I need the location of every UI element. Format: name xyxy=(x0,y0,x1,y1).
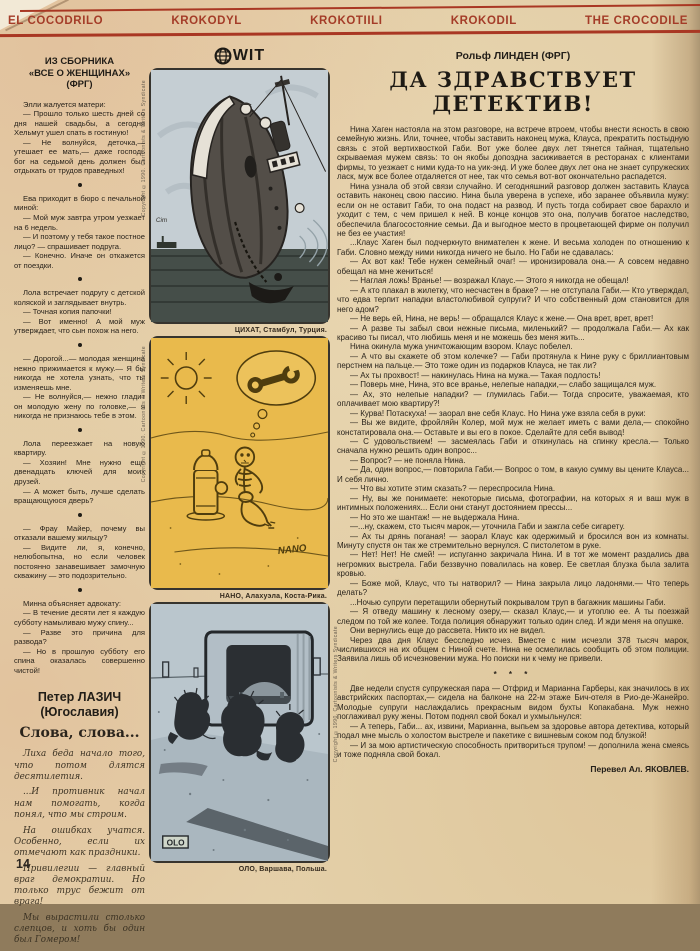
joke-paragraph: — Видите ли, я, конечно, нелюбопытна, но если человек постоянно занавешивает замочную скважину — это подозрительно. xyxy=(14,542,145,581)
article-paragraph: — Вопрос? — не поняла Нина. xyxy=(350,455,466,465)
joke-paragraph: — Разве это причина для развода? xyxy=(14,627,145,647)
joke xyxy=(14,100,145,176)
copyright-vertical: Copyright ©1990. Cartoonists & Writers Syndicate xyxy=(141,80,147,217)
aphorisms-title: Слова, слова... xyxy=(19,725,140,742)
article-paragraph: — А что вы скажете об этом колечке? — Габи протянула к Нине руку с бриллиантовым перстнем на пальце.— Это тоже один из подарков Клауса, не так ли? xyxy=(337,351,689,371)
joke-paragraph: — Вот именно! А мой муж утверждает, что сын похож на него. xyxy=(14,316,145,336)
masthead-title: KROKOTIILI xyxy=(310,15,383,27)
article-paragraph: — Наглая ложь! Вранье! — возражал Клаус.— Этого я никогда не обещал! xyxy=(350,276,629,286)
article-paragraph: —...ну, скажем, сто тысяч марок,— уточнила Габи и зажгла себе сигарету. xyxy=(350,522,625,532)
article-paragraph: — Курва! Потаскуха! — заорал вне себя Клаус. Но Нина уже взяла себя в руки: xyxy=(350,408,646,418)
article-paragraph: ...Клаус Хаген был подчеркнуто внимателен к жене. И весьма холоден по отношению к Габи. Словно между ними никогда ничего не было. Но Габи не сдавалась: xyxy=(337,238,689,257)
joke-paragraph: — Конечно. Иначе он откажется от поездки. xyxy=(14,251,145,270)
article-paragraph: — Ах ты дрянь поганая! — заорал Клаус как одержимый и бросился вон из комнаты. Минуту спустя он так же стремительно вернулся. С пистолетом в руке. xyxy=(337,531,689,550)
article-paragraph: — Ах вот как! Тебе нужен семейный очаг! — иронизировала она.— А совсем недавно обещал на мне жениться! xyxy=(337,257,689,276)
article-column xyxy=(337,50,689,774)
separator-dot xyxy=(78,277,82,281)
section-separator: * * * xyxy=(493,669,533,679)
article-paragraph: — Я отведу машину к лесному озеру,— сказал Клаус,— и утоплю ее. А ты поезжай следом по той же колее. Тогда полиция обнаружит только один след. И жди меня на опушке. xyxy=(337,607,689,626)
joke-paragraph: — В течение десяти лет я каждую субботу намыливаю мужу спину... xyxy=(14,608,145,628)
jokes-column xyxy=(14,56,145,951)
separator-dot xyxy=(78,513,82,517)
joke-paragraph: Ева приходит в бюро с печальной миной: xyxy=(14,193,145,213)
article-paragraph: — А теперь, Габи... ах, извини, Марианна, выпьем за здоровье автора детектива, который подал мне мысль о холостом выстреле и пакетике с вишневым соком под блузкой! xyxy=(337,721,689,741)
globe-icon xyxy=(214,47,232,65)
masthead-title: THE CROCODILE xyxy=(585,15,688,27)
masthead-title: EL COCODRILO xyxy=(8,15,104,27)
masthead-titles xyxy=(0,9,700,32)
joke xyxy=(14,599,145,675)
cartoon-ship-drawing xyxy=(151,70,328,322)
cartoon-ship xyxy=(149,68,330,324)
aphorisms-author-country: (Югославия) xyxy=(40,704,119,719)
joke-paragraph: — И поэтому у тебя такое постное лицо? — спрашивает подруга. xyxy=(14,232,145,251)
article-paragraph: — Вы же видите, фройляйн Колер, мой муж не желает иметь с вами дела,— спокойно констатировала она.— Оставьте и вы его в покое. Сделайте для себя вывод! xyxy=(337,418,689,437)
aphorism: Привилегии — главный враг демократии. Но только трус бежит от врага! xyxy=(14,863,145,908)
translator-credit: Перевел Ал. ЯКОВЛЕВ. xyxy=(590,764,689,775)
aphorism: Лиха беда начало того, что потом длятся десятилетия. xyxy=(14,749,145,782)
joke-paragraph: — Фрау Майер, почему вы отказали вашему жильцу? xyxy=(14,523,145,543)
article-paragraph: — И за мою артистическую способность притвориться трупом! — дополнила жена смеясь и тоже подняла свой бокал. xyxy=(337,740,689,760)
article-paragraph: — Ах, это нелепые нападки? — глумилась Габи.— Тогда спросите, уважаемая, кто оплачивает мою квартиру?! xyxy=(337,389,689,409)
joke-paragraph: Лола встречает подругу с детской коляской и заглядывает внутрь. xyxy=(14,288,145,307)
aphorisms-author-name: Петер ЛАЗИЧ xyxy=(37,690,122,705)
cartoon-signature: NANO xyxy=(277,542,308,558)
article-title-line: ДА ЗДРАВСТВУЕТ xyxy=(389,67,637,92)
cartoon-cavemen xyxy=(149,602,330,863)
article-title-line: ДЕТЕКТИВ! xyxy=(432,90,594,116)
cartoons-column xyxy=(141,46,339,875)
article-paragraph: Нина Хаген настояла на этом разговоре, на встрече втроем, чтобы внести ясность в свою семейную жизнь. Или, точнее, чтобы заставить наконец мужа, Клауса, прекратить постыдную связь с этой вертихвосткой Габи. Вот уже более двух лет тянется тайная, тщательно скрываемая мужем связь: то он якобы допоздна засиживается в ресторанах с клиентами фирмы, то уезжает с ними куда-то на уик-энд. И уже более двух лет она не знает супружеских ласк, муж все более отдаляется от нее, так что семья вот-вот окончательно распадется. xyxy=(337,125,689,182)
masthead xyxy=(0,7,700,35)
joke-paragraph: — Мой муж завтра утром уезжает на 6 недель. xyxy=(14,212,145,232)
collection-title-line: «ВСЕ О ЖЕНЩИНАХ» xyxy=(28,67,131,79)
cartoon-caption: ОЛО, Варшава, Польша. xyxy=(238,866,327,873)
article-paragraph: Через два дня Клаус бесследно исчез. Вместе с ним исчезли 378 тысяч марок, числившихся на их общем с Ниной счете. Нина не осмелилась сообщить об этом полиции. Заявила лишь об исчезновении мужа. Но поиски ни к чему не привели. xyxy=(337,635,689,664)
joke-paragraph: Лола переезжает на новую квартиру. xyxy=(14,438,145,458)
article-body xyxy=(337,125,689,774)
article-paragraph: Две недели спустя супружеская пара — Отфрид и Марианна Гарберы, как значилось в их австрийских паспортах,— сидела на балконе на 22-м этаже Бич-отеля в Рио-де-Жанейро. Молодые супруги наслаждались прекрасным видом бухты Копакабана. Муж нежно поглаживал руку жены. Потом поднял свой бокал и ухмыльнулся: xyxy=(337,683,689,722)
copyright-vertical: Copyright ©1990. Cartoonists & Writers Syndicate xyxy=(141,346,147,483)
article-paragraph: — Да, один вопрос,— повторила Габи.— Вопрос о том, в какую сумму вы цените Клауса... И себя лично. xyxy=(337,465,689,484)
owit-logo xyxy=(149,46,330,65)
cartoon-cavemen-drawing xyxy=(151,604,328,861)
article-title xyxy=(337,68,689,115)
article-paragraph: ...Ночью супруги перетащили обернутый покрывалом труп в багажник машины Габи. xyxy=(350,597,666,607)
cartoon-caption: ЦИХАТ, Стамбул, Турция. xyxy=(234,327,327,334)
joke xyxy=(14,354,145,421)
separator-dot xyxy=(78,428,82,432)
article-paragraph: Нина узнала об этой связи случайно. И сегодняшний разговор должен заставить Клауса оставить наконец свою пассию. Нина была уверена в успехе, ибо заранее объявила мужу: если он не оставит Габи, то она подаст на развод. И пусть тогда собирает свое барахло и уходит с тем, с чем пришел к ней. В конце концов это она, получив богатое наследство, обеспечила благосостояние семьи. Да и выгодное место в процветающей фирме он получил не без ее участия! xyxy=(337,181,689,239)
separator-dot xyxy=(78,588,82,592)
article-paragraph: — А кто плакал в жилетку, что несчастен в браке? — не отступала Габи.— Кто утверждал, что едва терпит нападки властолюбивой супруги? И что собственный дом становится для него адом? xyxy=(337,285,689,314)
aphorism: ...И противник начал нам помогать, когда понял, что мы строим. xyxy=(14,787,145,820)
joke-paragraph: — А может быть, лучше сделать вращающуюся дверь? xyxy=(14,486,145,506)
article-paragraph: — Не верь ей, Нина, не верь! — обращался Клаус к жене.— Она врет, врет, врет! xyxy=(350,314,654,324)
article-paragraph: — Ах ты прохвост! — накинулась Нина на мужа.— Такая подлость! xyxy=(350,370,601,380)
cartoon-caption: НАНО, Алахуэла, Коста-Рика. xyxy=(219,593,327,600)
article-paragraph: — Поверь мне, Нина, это все вранье, нелепые нападки,— слабо защищался муж. xyxy=(350,380,657,390)
article-paragraph: Они вернулись еще до рассвета. Никто их не видел. xyxy=(350,626,546,636)
joke-paragraph: — Хозяин! Мне нужно еще двенадцать ключей для моих друзей. xyxy=(14,457,145,486)
cartoon-signature: Cim xyxy=(155,216,168,225)
page-number: 14 xyxy=(16,857,30,871)
article-paragraph: — Что вы хотите этим сказать? — переспросила Нина. xyxy=(350,484,556,494)
article-paragraph: — С удовольствием! — засмеялась Габи и откинулась на спинку кресла.— Только сначала нужно решить один вопрос... xyxy=(337,436,689,456)
collection-title-line: (ФРГ) xyxy=(66,79,93,90)
aphorism: Мы вырастили столько слепцов, и хоть бы один был Гомером! xyxy=(14,912,145,946)
aphorisms-author xyxy=(14,690,145,719)
separator-dot xyxy=(78,183,82,187)
joke-paragraph: — Прошло только шесть дней со дня нашей свадьбы, а сегодня Хельмут ушел спать в гостиную! xyxy=(14,109,145,138)
article-paragraph: — Ну, вы же понимаете: некоторые письма, фотографии, на которых я и ваш муж в интимных положениях... Если они станут достоянием прессы... xyxy=(337,493,689,513)
joke xyxy=(14,194,145,270)
joke-paragraph: — Дорогой...— молодая женщина нежно прижимается к мужу.— Я бы никогда не хотела узнать, что ты изменяешь мне. xyxy=(14,353,145,392)
article-author: Рольф ЛИНДЕН (ФРГ) xyxy=(455,50,571,62)
joke-paragraph: Элли жалуется матери: xyxy=(23,99,106,109)
separator-dot xyxy=(78,343,82,347)
cartoon-signature: OLO xyxy=(166,837,185,848)
joke-paragraph: Минна объясняет адвокату: xyxy=(23,598,121,608)
article-paragraph: — Нет! Нет! Не смей! — испуганно закричала Нина. И в тот же момент раздались два негромких выстрела. Габи беззвучно повалилась на ковер. Ее светлая блузка была залита кровью. xyxy=(337,550,689,579)
article-paragraph: — Боже мой, Клаус, что ты натворил? — Нина закрыла лицо ладонями.— Что теперь делать? xyxy=(337,578,689,598)
article-paragraph: Нина окинула мужа уничтожающим взором. Клаус побелел. xyxy=(350,342,573,352)
article-paragraph: — Но это же шантаж! — не выдержала Нина. xyxy=(350,512,520,522)
masthead-title: KROKODYL xyxy=(171,15,242,27)
collection-title xyxy=(14,56,145,91)
owit-logo-text: WIT xyxy=(232,46,266,64)
cartoon-skeleton xyxy=(149,336,330,590)
joke-paragraph: — Не волнуйся,— нежно гладит он молодую жену по головке,— я никогда не признаюсь тебе в этом. xyxy=(14,392,145,421)
collection-title-line: ИЗ СБОРНИКА xyxy=(44,56,115,67)
joke-paragraph: — Точная копия папочки! xyxy=(23,307,112,317)
joke xyxy=(14,524,145,581)
article-paragraph: — А разве ты забыл свои нежные письма, миленький? — продолжала Габи.— Ах как красиво ты писал, что любишь меня и не можешь без меня жить... xyxy=(337,323,689,342)
joke xyxy=(14,288,145,336)
masthead-title: KROKODIL xyxy=(450,15,517,27)
joke xyxy=(14,439,145,506)
cartoon-skeleton-drawing xyxy=(151,338,328,588)
copyright-vertical: Copyright ©1990. Cartoonists & Writers Syndicate xyxy=(333,626,339,763)
aphorism: На ошибках учатся. Особенно, если их отмечают как праздники. xyxy=(14,825,145,858)
joke-paragraph: — Не волнуйся, деточка,— утешает ее мать,— даже господь бог на седьмой день должен был отдыхать от трудов праведных! xyxy=(14,137,145,176)
joke-paragraph: — Но в прошлую субботу его спина оказалась совершенно чистой! xyxy=(14,646,145,675)
